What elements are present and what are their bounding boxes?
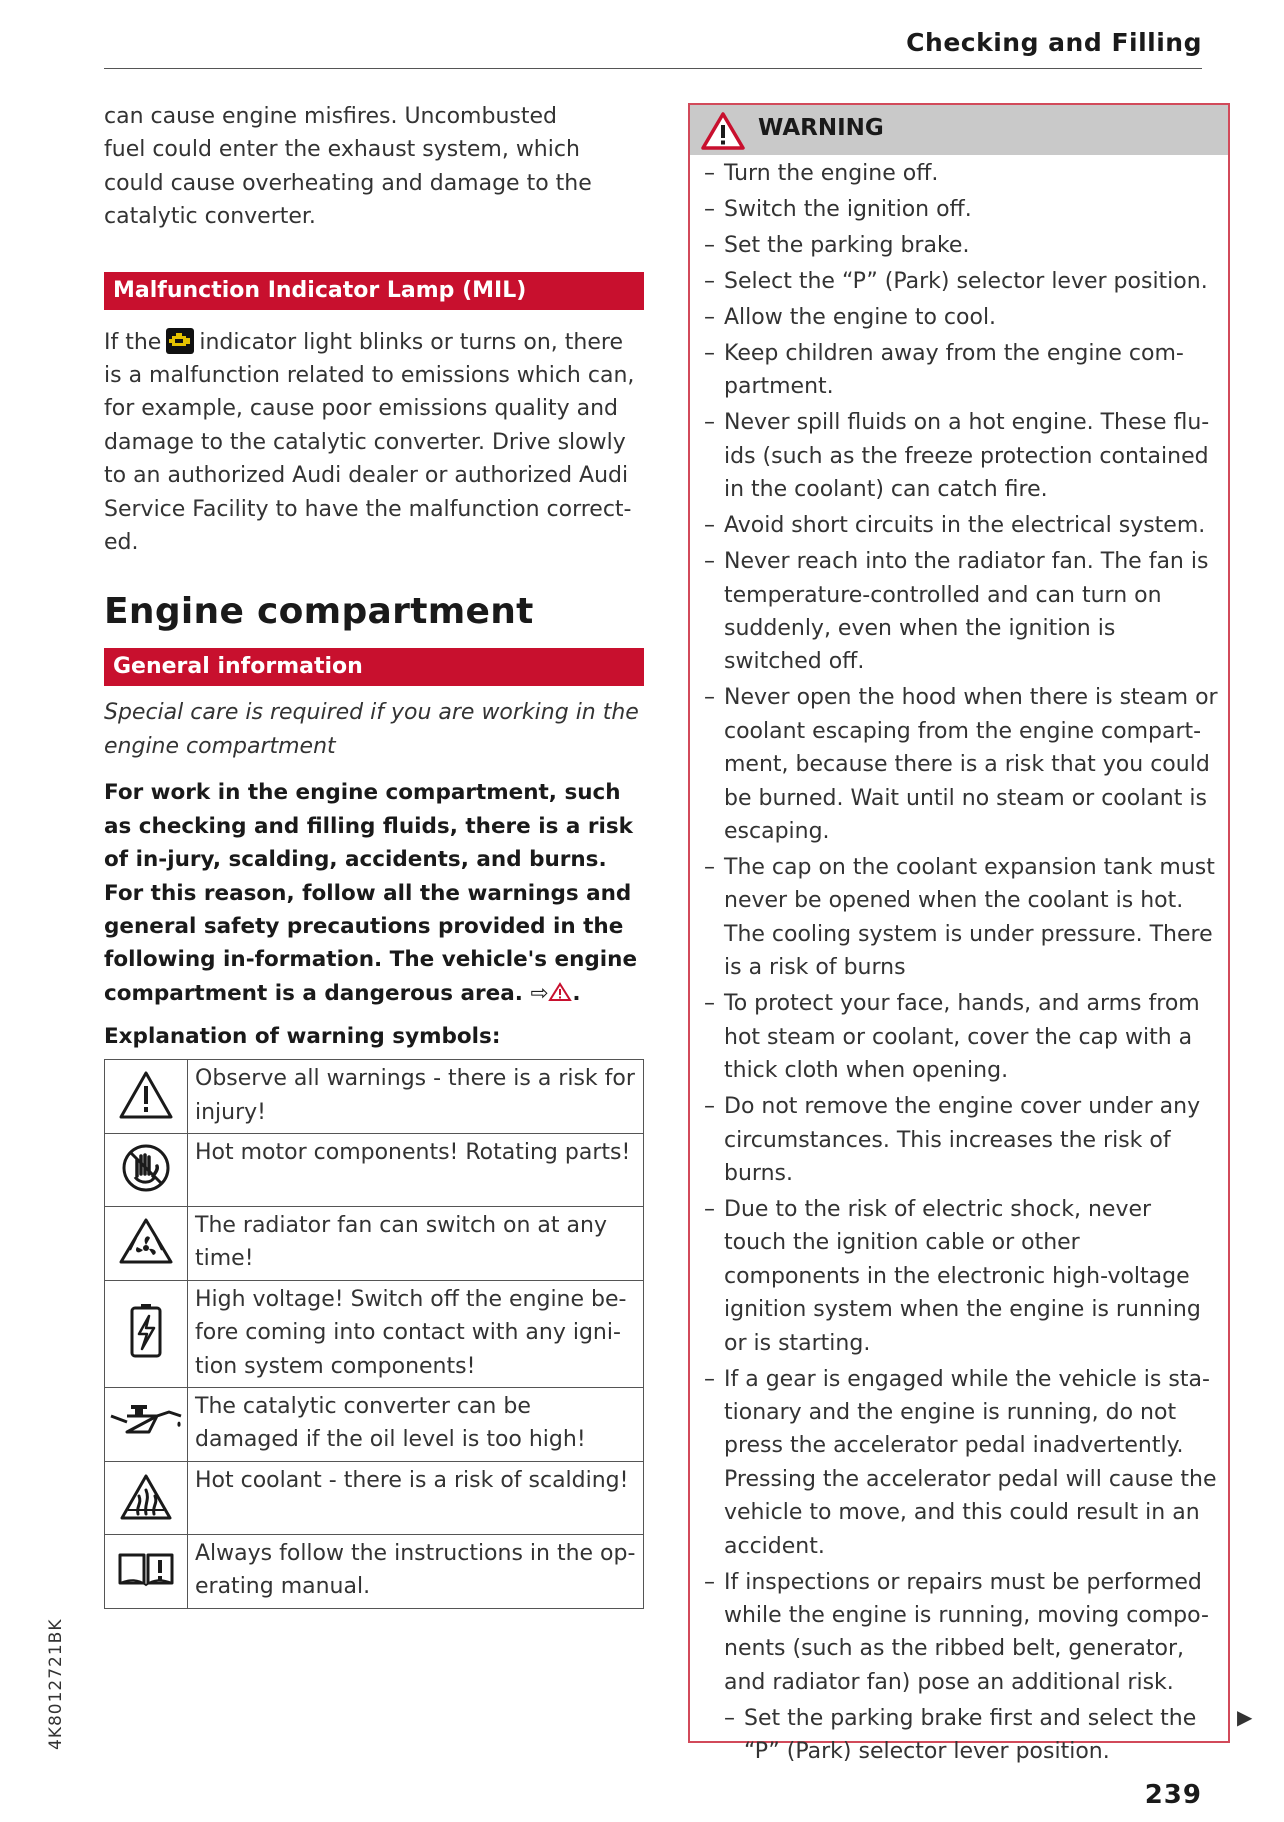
symbol-icon-cell [105, 1280, 188, 1387]
table-row [105, 1461, 644, 1534]
warning-item: – Allow the engine to cool. [704, 301, 1220, 334]
document-code: 4K8012721BK [46, 1618, 66, 1750]
table-row [105, 1387, 644, 1461]
symbol-text: Observe all warnings - there is a risk for injury! [188, 1060, 644, 1134]
hot-coolant-icon [118, 1470, 174, 1522]
header-divider [104, 68, 1202, 69]
symbol-text: Hot motor components! Rotating parts! [188, 1133, 644, 1206]
warning-item: – If a gear is engaged while the vehicle is sta-tionary and the engine is running, do not press the accelerator pedal inadvertently. Pressing the accelerator pedal will cause the vehicle to move, and this could result in an accident. [704, 1363, 1220, 1563]
table-row [105, 1133, 644, 1206]
table-row [105, 1534, 644, 1608]
general-info-heading: General information [104, 648, 644, 686]
hot-rotating-parts-icon [120, 1142, 172, 1194]
warning-item: – Switch the ignition off. [704, 193, 1220, 226]
high-voltage-icon [126, 1304, 166, 1360]
warning-item: – Avoid short circuits in the electrical system. [704, 509, 1220, 542]
warning-item: – Set the parking brake. [704, 229, 1220, 262]
mil-text-before: If the [104, 329, 162, 355]
warning-item: – The cap on the coolant expansion tank must never be opened when the coolant is hot. The cooling system is under pressure. There is a risk of burns [704, 851, 1220, 985]
warning-ref-icon[interactable] [548, 981, 572, 1006]
radiator-fan-icon [118, 1216, 174, 1266]
warning-title: WARNING [758, 115, 884, 141]
italic-intro: Special care is required if you are working in the engine compartment [104, 700, 639, 759]
manual-icon [116, 1549, 176, 1589]
oil-can-icon [109, 1402, 183, 1442]
warning-list [690, 157, 1228, 1769]
warning-triangle-icon [700, 111, 746, 151]
warning-item: – Keep children away from the engine com-partment. [704, 337, 1220, 404]
mil-text-after: indicator light blinks or turns on, there is a malfunction related to emissions which can, for example, cause poor emissions quality and damage to the catalytic converter. Drive slowly to an authorized Audi dealer or authorized Audi Service Facility to have the malfunction correct-ed. [104, 329, 635, 556]
symbol-icon-cell [105, 1206, 188, 1280]
symbol-icon-cell [105, 1387, 188, 1461]
symbol-icon-cell [105, 1534, 188, 1608]
warning-triangle-icon [118, 1069, 174, 1121]
page-number: 239 [1144, 1780, 1202, 1810]
symbol-icon-cell [105, 1133, 188, 1206]
intro-paragraph: can cause engine misfires. Uncombusted fuel could enter the exhaust system, which could cause overheating and damage to the catalytic converter. [104, 104, 592, 230]
warning-symbols-table [104, 1059, 644, 1608]
reference-end: . [572, 980, 581, 1006]
symbol-text: Always follow the instructions in the op-erating manual. [188, 1534, 644, 1608]
symbol-icon-cell [105, 1461, 188, 1534]
section-title: Engine compartment [104, 591, 534, 633]
warning-item: – Never spill fluids on a hot engine. These flu-ids (such as the freeze protection contained in the coolant) can catch fire. [704, 406, 1220, 506]
engine-check-icon [166, 328, 194, 354]
warning-sub-item: – Set the parking brake first and select the “P” (Park) selector lever position. [724, 1702, 1220, 1769]
table-row [105, 1280, 644, 1387]
warning-item: – Never open the hood when there is steam or coolant escaping from the engine compart-ment, because there is a risk that you could be burned. Wait until no steam or coolant is escaping. [704, 681, 1220, 848]
table-row [105, 1060, 644, 1134]
reference-arrow[interactable]: ⇨ [530, 980, 549, 1006]
symbol-text: High voltage! Switch off the engine be-fore coming into contact with any igni-tion system components! [188, 1280, 644, 1387]
left-column [104, 100, 644, 1609]
warning-header [690, 105, 1228, 155]
warning-item: – Select the “P” (Park) selector lever position. [704, 265, 1220, 298]
warning-item: – Due to the risk of electric shock, never touch the ignition cable or other components in the electronic high-voltage ignition system when the engine is running or is starting. [704, 1193, 1220, 1360]
symbol-icon-cell [105, 1060, 188, 1134]
continue-arrow-icon[interactable]: ▶ [1237, 1705, 1253, 1729]
safety-paragraph [104, 776, 644, 1010]
symbols-heading: Explanation of warning symbols: [104, 1024, 501, 1050]
symbol-text: The radiator fan can switch on at any time! [188, 1206, 644, 1280]
warning-item: – If inspections or repairs must be performed while the engine is running, moving compo-nents (such as the ribbed belt, generator, and radiator fan) pose an additional risk. [704, 1566, 1220, 1700]
warning-item: – Never reach into the radiator fan. The fan is temperature-controlled and can turn on suddenly, even when the ignition is switched off. [704, 545, 1220, 679]
mil-heading: Malfunction Indicator Lamp (MIL) [104, 272, 644, 310]
warning-item: – Turn the engine off. [704, 157, 1220, 190]
warning-box [688, 103, 1230, 1765]
warning-item: – Do not remove the engine cover under any circumstances. This increases the risk of burns. [704, 1090, 1220, 1190]
symbol-text: Hot coolant - there is a risk of scalding! [188, 1461, 644, 1534]
page-header-title: Checking and Filling [906, 28, 1202, 57]
symbol-text: The catalytic converter can be damaged if the oil level is too high! [188, 1387, 644, 1461]
mil-paragraph [104, 326, 644, 560]
table-row [105, 1206, 644, 1280]
safety-text: For work in the engine compartment, such as checking and filling fluids, there is a risk of in-jury, scalding, accidents, and burns. For this reason, follow all the warnings and general safety precautions provided in the following in-formation. The vehicle's engine compartment is a dangerous area. [104, 780, 638, 1006]
warning-item: – To protect your face, hands, and arms from hot steam or coolant, cover the cap with a thick cloth when opening. [704, 987, 1220, 1087]
